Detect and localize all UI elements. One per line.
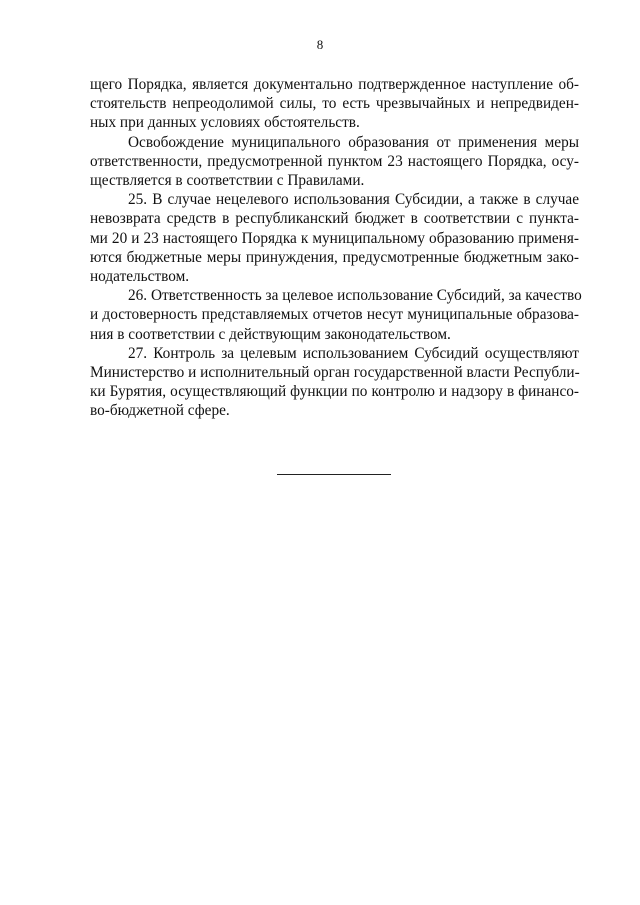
text-line: 26. Ответственность за целевое использование Субсидий, за качество bbox=[128, 287, 582, 305]
text-line: щего Порядка, является документально подтвержденное наступление об- bbox=[90, 76, 579, 93]
closing-divider bbox=[277, 474, 391, 475]
text-line: ми 20 и 23 настоящего Порядка к муниципальному образованию применя- bbox=[90, 229, 579, 247]
text-line: и достоверность представляемых отчетов несут муниципальные образова- bbox=[90, 306, 579, 324]
text-line: стоятельств непреодолимой силы, то есть чрезвычайных и непредвиден- bbox=[90, 95, 579, 113]
text-line: Министерство и исполнительный орган государственной власти Республи- bbox=[90, 364, 580, 382]
text-line: ществляется в соответствии с Правилами. bbox=[90, 172, 365, 190]
page-number: 8 bbox=[316, 37, 324, 52]
text-line: 25. В случае нецелевого использования Субсидии, а также в случае bbox=[128, 191, 579, 209]
paragraph-item-27 bbox=[90, 344, 579, 421]
text-line: ются бюджетные меры принуждения, предусмотренные бюджетным зако- bbox=[90, 248, 579, 266]
text-line: невозврата средств в республиканский бюджет в соответствии с пункта- bbox=[90, 210, 579, 228]
text-line: нодательством. bbox=[90, 268, 190, 286]
document-body bbox=[90, 75, 582, 421]
text-line: ки Бурятия, осуществляющий функции по контролю и надзору в финансо- bbox=[90, 383, 579, 401]
text-line: ответственности, предусмотренной пунктом 23 настоящего Порядка, осу- bbox=[90, 152, 579, 170]
paragraph-item-26 bbox=[90, 286, 582, 344]
text-line: ных при данных условиях обстоятельств. bbox=[90, 114, 360, 132]
text-line: ния в соответствии с действующим законодательством. bbox=[90, 325, 451, 343]
paragraph-item-25 bbox=[90, 190, 579, 286]
paragraph-exemption bbox=[90, 133, 579, 191]
text-line: во-бюджетной сфере. bbox=[90, 402, 230, 420]
paragraph-force-majeure-continuation bbox=[90, 75, 579, 133]
text-line: Освобождение муниципального образования от применения меры bbox=[128, 133, 579, 151]
text-line: 27. Контроль за целевым использованием Субсидий осуществляют bbox=[128, 344, 579, 362]
